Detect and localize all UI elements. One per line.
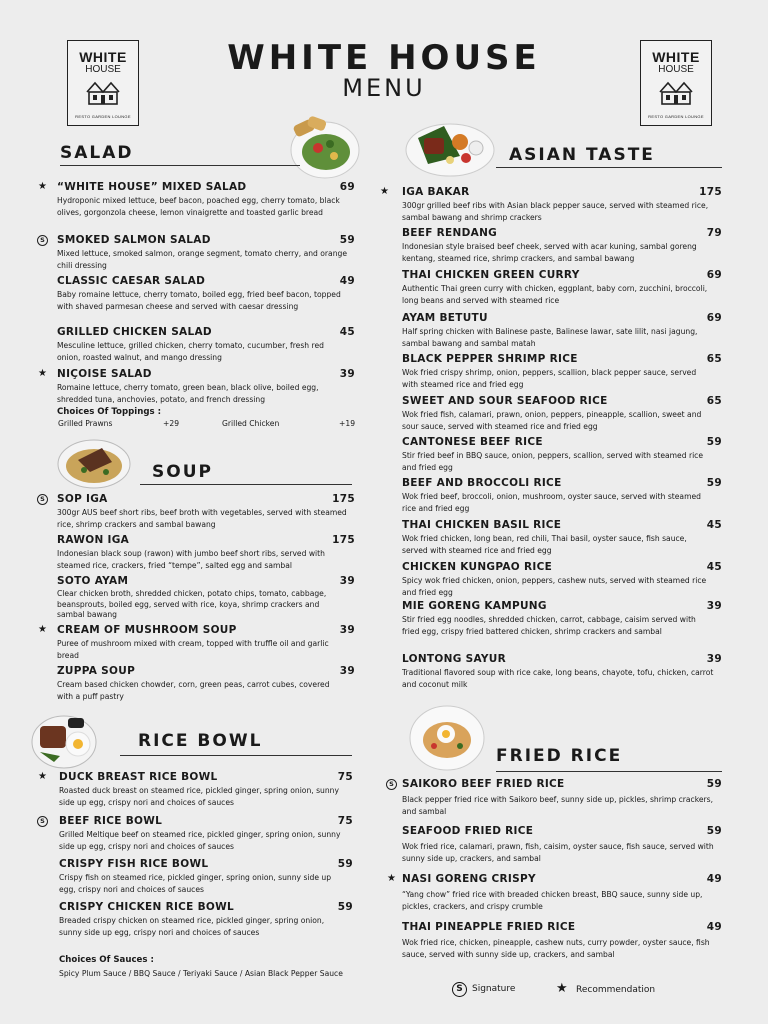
rice-bowl-plate-image [30,712,98,770]
recommendation-star-icon: ★ [38,368,47,379]
recommendation-star-icon: ★ [380,186,389,197]
signature-icon: S [37,235,48,246]
topping-price: +19 [339,419,356,428]
legend-recommendation-label: Recommendation [576,985,656,995]
item-price: 59 [706,477,722,489]
item-price: 39 [339,665,355,677]
item-description: Indonesian black soup (rawon) with jumbo beef short ribs, served with steamed rice, crackers, fried “tempe”, salted egg and sambal [57,549,325,570]
menu-item [57,326,355,364]
logo-tagline: RESTO GARDEN LOUNGE [648,114,704,119]
sauces-list: Spicy Plum Sauce / BBQ Sauce / Teriyaki Sauce / Asian Black Pepper Sauce [59,969,343,978]
item-price: 79 [706,227,722,239]
page-subtitle: MENU [342,74,426,102]
item-name: CHICKEN KUNGPAO RICE [402,561,553,573]
item-name: DUCK BREAST RICE BOWL [59,771,218,783]
item-name: THAI CHICKEN GREEN CURRY [402,269,580,281]
item-name: BEEF RICE BOWL [59,815,163,827]
rice-bowl-divider [120,755,352,756]
item-description: Grilled Meltique beef on steamed rice, pickled ginger, spring onion, sunny side up egg, crispy nori and choices of sauces [59,830,341,851]
menu-item [57,624,355,662]
menu-item [402,921,722,961]
signature-icon: S [37,816,48,827]
item-price: 175 [699,186,722,198]
menu-item [402,353,722,391]
item-price: 59 [337,901,353,913]
signature-icon: S [37,494,48,505]
topping-price: +29 [163,419,180,428]
item-name: SWEET AND SOUR SEAFOOD RICE [402,395,608,407]
topping-name: Grilled Prawns [58,419,113,428]
item-price: 75 [337,771,353,783]
item-price: 175 [332,493,355,505]
item-description: Cream based chicken chowder, corn, green peas, carrot cubes, covered with a puff pastry [57,680,330,701]
logo-text-white: WHITE [79,49,127,65]
item-price: 175 [332,534,355,546]
item-price: 75 [337,815,353,827]
fried-rice-divider [496,771,722,772]
item-price: 59 [337,858,353,870]
menu-item [57,493,355,531]
item-price: 49 [706,873,722,885]
item-price: 69 [339,181,355,193]
item-price: 59 [339,234,355,246]
menu-item [402,395,722,433]
item-description: Hydroponic mixed lettuce, beef bacon, poached egg, cherry tomato, black olives, gorgonzola cheese, lemon vinaigrette and toasted garlic bread [57,196,340,217]
logo-text-house: HOUSE [85,64,121,75]
item-price: 45 [339,326,355,338]
item-name: SEAFOOD FRIED RICE [402,825,534,837]
item-description: Baby romaine lettuce, cherry tomato, boiled egg, fried beef bacon, topped with shaved parmesan cheese and served with caesar dressing [57,290,341,311]
section-heading-fried-rice: FRIED RICE [496,746,623,766]
menu-item [57,368,355,406]
item-description: Mixed lettuce, smoked salmon, orange segment, tomato cherry, and orange chili dressing [57,249,347,270]
item-description: Wok fried beef, broccoli, onion, mushroom, oyster sauce, served with steamed rice and fried egg [402,492,701,513]
item-description: Wok fried fish, calamari, prawn, onion, peppers, pineapple, scallion, sweet and sour sauce, served with steamed rice and fried egg [402,410,702,431]
item-name: MIE GORENG KAMPUNG [402,600,547,612]
menu-item [59,901,353,939]
asian-taste-divider [496,167,722,168]
item-name: BLACK PEPPER SHRIMP RICE [402,353,578,365]
item-name: BEEF AND BROCCOLI RICE [402,477,562,489]
recommendation-star-icon: ★ [38,771,47,782]
item-price: 39 [339,624,355,636]
menu-item [59,858,353,896]
item-description: Spicy wok fried chicken, onion, peppers, cashew nuts, served with steamed rice and fried egg [402,576,707,597]
item-price: 45 [706,561,722,573]
section-heading-soup: SOUP [152,462,213,482]
item-name: CANTONESE BEEF RICE [402,436,543,448]
item-name: “WHITE HOUSE” MIXED SALAD [57,181,247,193]
legend-star-icon: ★ [556,981,568,996]
item-description: Black pepper fried rice with Saikoro beef, sunny side up, pickles, shrimp crackers, and sambal [402,795,714,816]
item-description: 300gr AUS beef short ribs, beef broth with vegetables, served with steamed rice, shrimp crackers and sambal bawang [57,508,347,529]
menu-item [402,561,722,599]
item-name: LONTONG SAYUR [402,653,506,665]
item-name: CLASSIC CAESAR SALAD [57,275,206,287]
item-name: SOP IGA [57,493,108,505]
menu-item [402,227,722,265]
section-heading-asian-taste: ASIAN TASTE [509,145,655,165]
item-description: Romaine lettuce, cherry tomato, green bean, black olive, boiled egg, shredded tuna, anchovies, potato, and french dressing [57,383,319,404]
item-description: Wok fried crispy shrimp, onion, peppers, scallion, black pepper sauce, served with steamed rice and fried egg [402,368,697,389]
item-name: NIÇOISE SALAD [57,368,152,380]
item-description: Mesculine lettuce, grilled chicken, cherry tomato, cucumber, fresh red onion, roasted walnut, and mango dressing [57,341,324,362]
menu-item [402,312,722,350]
item-description: Wok fried rice, chicken, pineapple, cashew nuts, curry powder, oyster sauce, fish sauce, served with sunny side up, crackers, and sambal [402,938,710,959]
recommendation-star-icon: ★ [38,624,47,635]
menu-item [57,665,355,703]
item-name: THAI CHICKEN BASIL RICE [402,519,562,531]
item-price: 39 [706,600,722,612]
item-description: Wok fried rice, calamari, prawn, fish, caisim, oyster sauce, fish sauce, served with sunny side up, crackers, and sambal [402,842,714,863]
signature-icon: S [386,779,397,790]
menu-item [57,575,355,621]
item-name: IGA BAKAR [402,186,470,198]
item-description: Stir fried egg noodles, shredded chicken, carrot, cabbage, caisim served with fried egg, crispy fried battered chicken, shrimp crackers and sambal [402,615,696,636]
menu-item [402,269,722,307]
item-name: BEEF RENDANG [402,227,498,239]
item-description: Clear chicken broth, shredded chicken, potato chips, tomato, cabbage, beansprouts, boiled egg, served with rice, koya, shrimp crackers and sambal bawang [57,589,327,620]
item-description: Crispy fish on steamed rice, pickled ginger, spring onion, sunny side up egg, crispy nori and choices of sauces [59,873,332,894]
menu-item [402,600,722,638]
item-description: Traditional flavored soup with rice cake, long beans, chayote, tofu, chicken, carrot and coconut milk [402,668,714,689]
item-price: 45 [706,519,722,531]
item-name: THAI PINEAPPLE FRIED RICE [402,921,576,933]
asian-plate-image [404,118,496,178]
menu-item [402,873,722,913]
section-heading-rice-bowl: RICE BOWL [138,731,263,751]
item-name: CREAM OF MUSHROOM SOUP [57,624,237,636]
logo-tagline: RESTO GARDEN LOUNGE [75,114,131,119]
menu-item [57,534,355,572]
item-description: Indonesian style braised beef cheek, served with acar kuning, sambal goreng kentang, steamed rice, shrimp crackers, and sambal bawang [402,242,697,263]
item-description: Stir fried beef in BBQ sauce, onion, peppers, scallion, served with steamed rice and fried egg [402,451,704,472]
item-name: CRISPY FISH RICE BOWL [59,858,209,870]
item-price: 39 [339,575,355,587]
toppings-label: Choices Of Toppings : [57,407,162,417]
recommendation-star-icon: ★ [38,181,47,192]
logo-text-white: WHITE [652,49,700,65]
recommendation-star-icon: ★ [387,873,396,884]
menu-item [402,519,722,557]
menu-item [57,275,355,313]
item-price: 65 [706,395,722,407]
item-price: 59 [706,825,722,837]
item-price: 49 [706,921,722,933]
item-name: ZUPPA SOUP [57,665,136,677]
item-name: GRILLED CHICKEN SALAD [57,326,212,338]
item-name: SMOKED SALMON SALAD [57,234,211,246]
menu-item [59,815,353,853]
item-name: SAIKORO BEEF FRIED RICE [402,778,565,790]
item-description: Puree of mushroom mixed with cream, topped with truffle oil and garlic bread [57,639,329,660]
legend-signature-icon: S [452,982,467,997]
legend-signature-label: Signature [472,984,516,994]
menu-item [57,234,355,272]
soup-divider [140,484,352,485]
item-price: 59 [706,436,722,448]
item-description: Breaded crispy chicken on steamed rice, pickled ginger, spring onion, sunny side up egg, crispy nori and choices of sauces [59,916,325,937]
item-name: SOTO AYAM [57,575,129,587]
item-name: AYAM BETUTU [402,312,488,324]
logo-text-house: HOUSE [658,64,694,75]
item-name: RAWON IGA [57,534,130,546]
page-title: WHITE HOUSE [227,38,541,78]
item-description: Authentic Thai green curry with chicken, eggplant, baby corn, zucchini, broccoli, long beans and served with steamed rice [402,284,708,305]
item-price: 69 [706,269,722,281]
item-description: Half spring chicken with Balinese paste, Balinese lawar, sate lilit, nasi jagung, sambal bawang and sambal matah [402,327,698,348]
item-price: 69 [706,312,722,324]
menu-item [402,477,722,515]
salad-plate-image [288,114,362,180]
menu-item [59,771,353,809]
menu-item [402,653,722,691]
menu-item [402,825,722,865]
salad-divider [60,165,300,166]
soup-plate-image [56,436,132,490]
menu-item [402,186,722,224]
sauces-label: Choices Of Sauces : [59,955,154,965]
item-description: 300gr grilled beef ribs with Asian black pepper sauce, served with steamed rice, sambal bawang and shrimp crackers [402,201,709,222]
item-description: Roasted duck breast on steamed rice, pickled ginger, spring onion, sunny side up egg, crispy nori and choices of sauces [59,786,339,807]
item-description: “Yang chow” fried rice with breaded chicken breast, BBQ sauce, sunny side up, pickles, crackers, and crispy crumble [402,890,703,911]
menu-item [402,436,722,474]
topping-name: Grilled Chicken [222,419,280,428]
section-heading-salad: SALAD [60,143,134,163]
menu-item [57,181,355,219]
fried-rice-plate-image [408,702,486,772]
item-price: 39 [706,653,722,665]
item-price: 39 [339,368,355,380]
item-price: 49 [339,275,355,287]
item-description: Wok fried chicken, long bean, red chili, Thai basil, oyster sauce, fish sauce, served with steamed rice and fried egg [402,534,687,555]
item-name: NASI GORENG CRISPY [402,873,536,885]
item-price: 59 [706,778,722,790]
item-name: CRISPY CHICKEN RICE BOWL [59,901,234,913]
menu-item [402,778,722,818]
item-price: 65 [706,353,722,365]
